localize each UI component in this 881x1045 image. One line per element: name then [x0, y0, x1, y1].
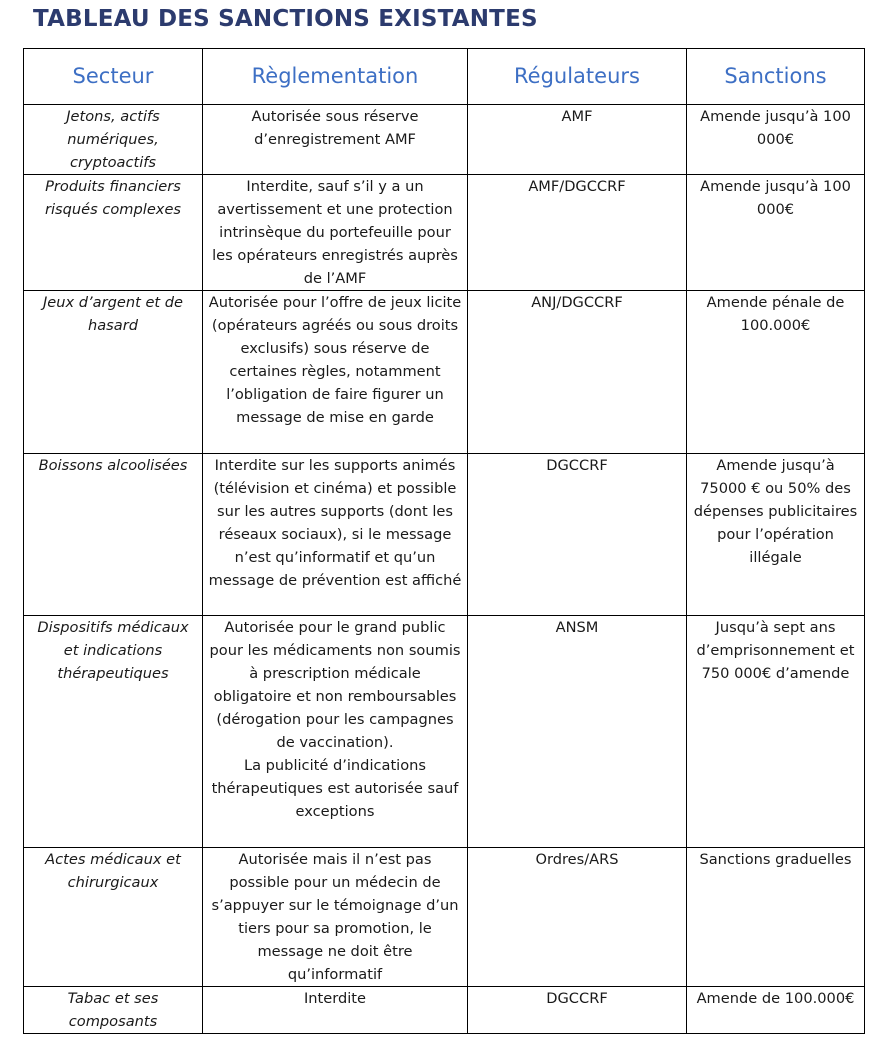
header-secteur: Secteur — [24, 49, 203, 105]
cell-sanctions: Amende jusqu’à 100 000€ — [687, 175, 865, 291]
cell-reglementation: Autorisée pour l’offre de jeux licite (opérateurs agréés ou sous droits exclusifs) sous réserve de certaines règles, notamment l’obligation de faire figurer un message de mise en garde — [203, 291, 468, 454]
cell-regulateurs: ANSM — [468, 616, 687, 848]
cell-reglementation: Interdite, sauf s’il y a un avertissement et une protection intrinsèque du portefeuille pour les opérateurs enregistrés auprès de l’AMF — [203, 175, 468, 291]
table-row — [24, 175, 865, 291]
cell-regulateurs: AMF — [468, 105, 687, 175]
cell-regulateurs: Ordres/ARS — [468, 848, 687, 987]
cell-sanctions: Jusqu’à sept ans d’emprisonnement et 750 000€ d’amende — [687, 616, 865, 848]
cell-secteur: Produits financiers risqués complexes — [24, 175, 203, 291]
cell-reglementation — [203, 616, 468, 848]
table-header-row — [24, 49, 865, 105]
cell-sanctions: Sanctions graduelles — [687, 848, 865, 987]
table-row — [24, 987, 865, 1034]
cell-reglementation: Interdite — [203, 987, 468, 1034]
cell-regulateurs: DGCCRF — [468, 454, 687, 616]
table-row — [24, 616, 865, 848]
cell-sanctions: Amende jusqu’à 75000 € ou 50% des dépenses publicitaires pour l’opération illégale — [687, 454, 865, 616]
cell-reglementation: Interdite sur les supports animés (télévision et cinéma) et possible sur les autres supports (dont les réseaux sociaux), si le message n’est qu’informatif et qu’un message de prévention est affiché — [203, 454, 468, 616]
cell-regulateurs: ANJ/DGCCRF — [468, 291, 687, 454]
reglementation-part-1: Autorisée pour le grand public pour les médicaments non soumis à prescription médicale obligatoire et non remboursables (dérogation pour les campagnes de vaccination). — [209, 619, 461, 751]
cell-secteur: Actes médicaux et chirurgicaux — [24, 848, 203, 987]
cell-regulateurs: AMF/DGCCRF — [468, 175, 687, 291]
table-row — [24, 105, 865, 175]
header-sanctions: Sanctions — [687, 49, 865, 105]
cell-secteur: Tabac et ses composants — [24, 987, 203, 1034]
header-regulateurs: Régulateurs — [468, 49, 687, 105]
cell-secteur: Dispositifs médicaux et indications thérapeutiques — [24, 616, 203, 848]
cell-secteur: Boissons alcoolisées — [24, 454, 203, 616]
reglementation-part-2: La publicité d’indications thérapeutiques est autorisée sauf exceptions — [211, 757, 459, 820]
cell-regulateurs: DGCCRF — [468, 987, 687, 1034]
header-reglementation: Règlementation — [203, 49, 468, 105]
cell-secteur: Jetons, actifs numériques, cryptoactifs — [24, 105, 203, 175]
table-row — [24, 454, 865, 616]
cell-sanctions: Amende de 100.000€ — [687, 987, 865, 1034]
table-row — [24, 291, 865, 454]
cell-sanctions: Amende jusqu’à 100 000€ — [687, 105, 865, 175]
cell-reglementation: Autorisée sous réserve d’enregistrement AMF — [203, 105, 468, 175]
table-row — [24, 848, 865, 987]
page-title: TABLEAU DES SANCTIONS EXISTANTES — [33, 6, 538, 32]
cell-sanctions: Amende pénale de 100.000€ — [687, 291, 865, 454]
cell-secteur: Jeux d’argent et de hasard — [24, 291, 203, 454]
sanctions-table — [23, 48, 865, 1034]
cell-reglementation: Autorisée mais il n’est pas possible pour un médecin de s’appuyer sur le témoignage d’un tiers pour sa promotion, le message ne doit être qu’informatif — [203, 848, 468, 987]
